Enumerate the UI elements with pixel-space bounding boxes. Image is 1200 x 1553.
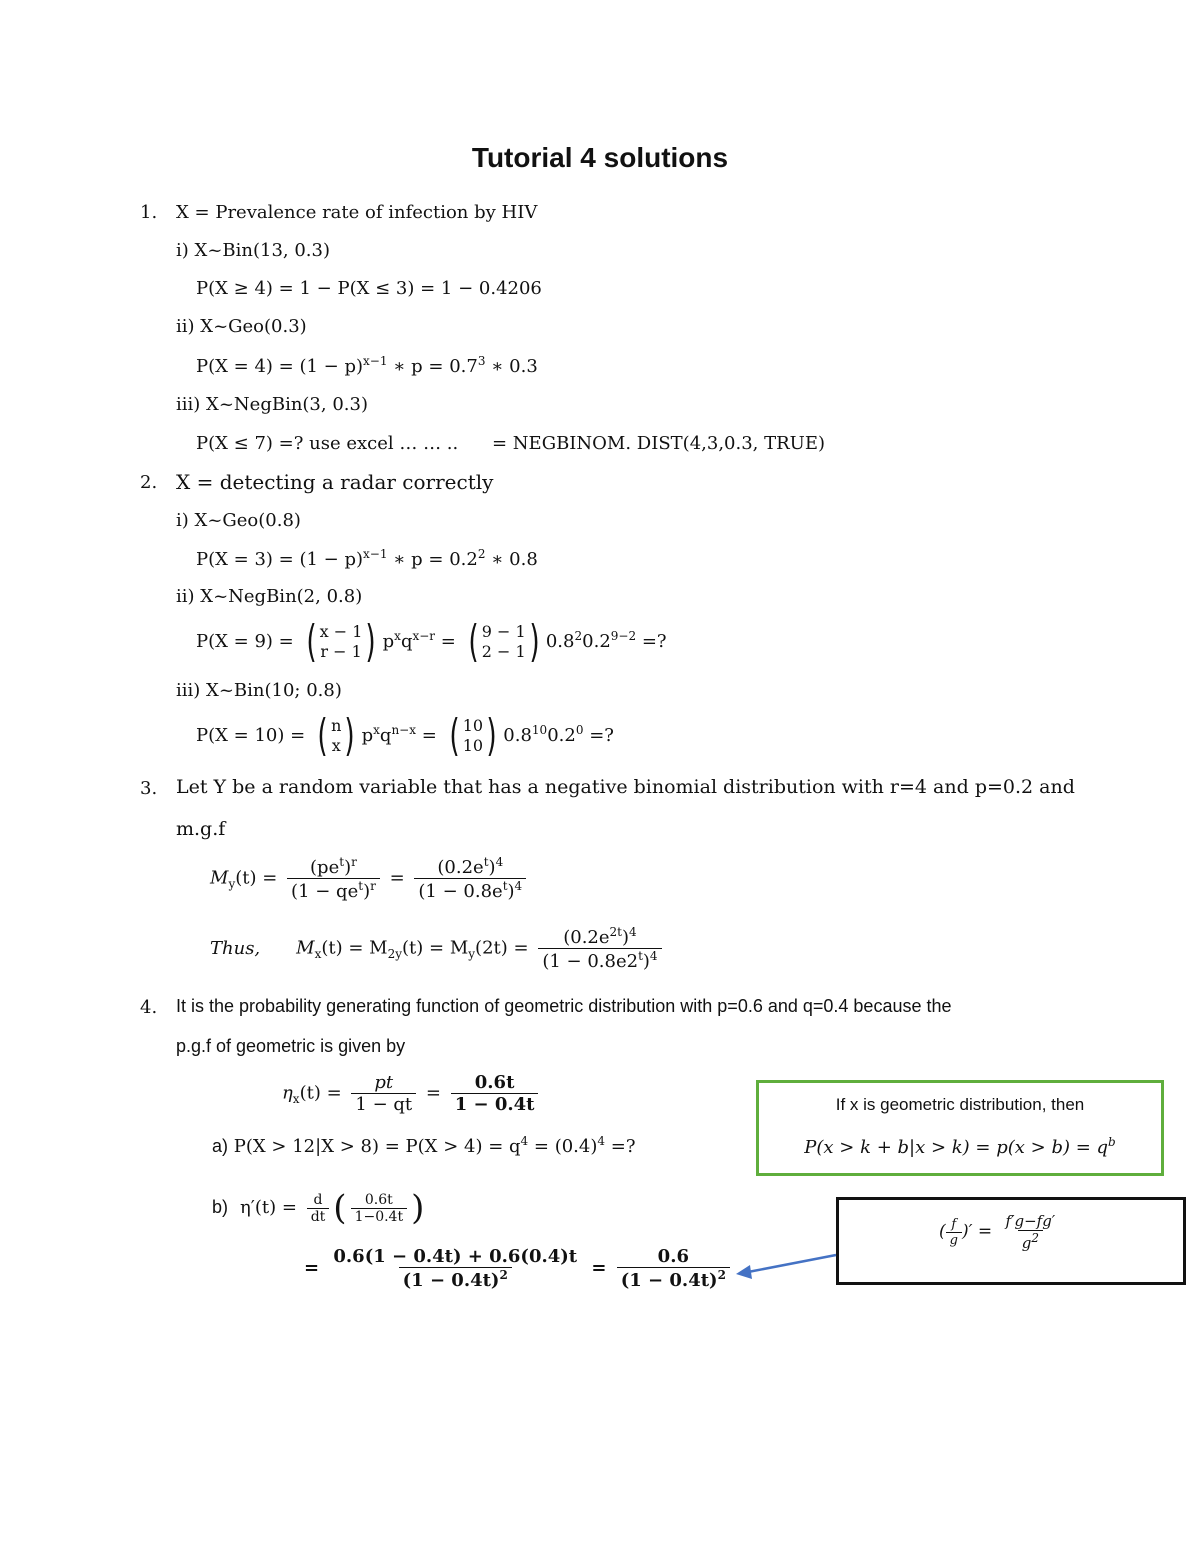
arrow-icon [730,1248,840,1288]
q2-part-iii-equation: P(X = 10) = ( n x ) $p^xq^{n-x}$ = ( 10 10 ) $0.8^{10}0.2^0$ =? [196,710,614,761]
q3-mgf-equation: $M_y(t)$ = $\frac{(pe^t)^r}{(1 - qe^t)^r}$ = $\frac{(0.2e^t)^4}{(1 - 0.8e^t)^4}$ [210,855,530,902]
q3-thus-equation: Thus, $M_x(t) = M_{2y}(t) = M_y(2t)$ = $\frac{(0.2e^{2t})^4}{(1 - 0.8e2^t)^4}$ [210,925,666,972]
fraction: $\frac{d}{dt}$ [307,1192,330,1225]
note-line2: $P(x > k + b|x > k) = p(x > b) = q^b$ [804,1135,1116,1158]
q4-part-b-derivative: b) η′(t) = $\frac{d}{dt}$ ( $\frac{0.6t}{1-0.4t}$ ) [212,1188,425,1228]
q2-part-ii-label: ii) X~NegBin(2, 0.8) [176,586,363,607]
q4-part-b-result: = $\frac{0.6(1 - 0.4t) + 0.6(0.4)t}{(1 - 0.4t)^2}$ = $\frac{0.6}{(1 - 0.4t)^2}$ [304,1246,734,1291]
q4-text-line2: p.g.f of geometric is given by [176,1036,406,1056]
fraction: $\frac{f}{g}$ [946,1217,962,1248]
q2-part-i-equation: $P(X = 3) = (1 - p)^{x-1}$ ∗ $p = 0.2^2$ ∗ 0.8 [196,547,538,570]
q2-part-iii-label: iii) X~Bin(10; 0.8) [176,680,342,701]
page-title: Tutorial 4 solutions [471,142,729,173]
binomial-coefficient: ( x − 1 r − 1 ) [305,616,377,667]
q4-number: 4. [140,997,158,1018]
q2-part-ii-equation: P(X = 9) = ( x − 1 r − 1 ) $p^xq^{x-r}$ = ( 9 − 1 2 − 1 ) $0.8^20.2^{9-2}$ =? [196,616,667,667]
geometric-memoryless-note [756,1080,1164,1176]
q4-pgf-equation: $\eta_x(t)$ = $\frac{pt}{1 - qt}$ = $\frac{0.6t}{1 - 0.4t}$ [282,1072,542,1115]
binomial-coefficient: ( 10 10 ) [448,710,497,761]
fraction: $\frac{(0.2e^{2t})^4}{(1 - 0.8e2^t)^4}$ [538,925,661,972]
q1-part-iii-equation: P(X ≤ 7) =? use excel … … .. [196,433,459,454]
q1-part-iii-label: iii) X~NegBin(3, 0.3) [176,394,368,415]
q3-number: 3. [140,778,158,799]
q1-number: 1. [140,202,158,223]
q2-number: 2. [140,472,158,493]
q1-part-i-label: i) X~Bin(13, 0.3) [176,240,330,261]
q3-text-line1: Let Y be a random variable that has a negative binomial distribution with r=4 and p=0.2 and [176,776,1075,798]
q4-part-a-equation: a) $P(X > 12|X > 8) = P(X > 4) = q^4 = (0.4)^4$ =? [212,1134,636,1157]
note-line1: If x is geometric distribution, then [835,1095,1085,1114]
fraction: $\frac{pt}{1 - qt}$ [351,1072,416,1115]
fraction: $\frac{0.6}{(1 - 0.4t)^2}$ [617,1246,730,1291]
binomial-coefficient: ( n x ) [317,710,356,761]
q3-text-line2: m.g.f [176,818,226,840]
fraction: $\frac{0.6t}{1-0.4t}$ [351,1192,408,1225]
fraction: $\frac{f'g-fg'}{g^2}$ [1005,1212,1056,1252]
fraction: $\frac{0.6(1 - 0.4t) + 0.6(0.4)t}{(1 - 0.4t)^2}$ [333,1246,578,1291]
quotient-rule-note [836,1197,1186,1285]
fraction: $\frac{(pe^t)^r}{(1 - qe^t)^r}$ [287,855,380,902]
q1-definition: X = Prevalence rate of infection by HIV [176,202,538,223]
q2-part-i-label: i) X~Geo(0.8) [176,510,301,531]
q1-excel-formula: = NEGBINOM. DIST(4,3,0.3, TRUE) [492,433,825,454]
quotient-rule-formula: ( $\frac{f}{g}$ )′ = $\frac{f'g-fg'}{g^2}$ [939,1212,1063,1252]
fraction: $\frac{(0.2e^t)^4}{(1 - 0.8e^t)^4}$ [414,855,526,902]
q2-definition: X = detecting a radar correctly [176,470,494,494]
binomial-coefficient: ( 9 − 1 2 − 1 ) [468,616,540,667]
q1-part-ii-equation: $P(X = 4) = (1 - p)^{x-1}$ ∗ $p = 0.7^3$ ∗ 0.3 [196,354,538,377]
q1-part-i-equation: P(X ≥ 4) = 1 − P(X ≤ 3) = 1 − 0.4206 [196,278,542,299]
q1-part-ii-label: ii) X~Geo(0.3) [176,316,307,337]
fraction: $\frac{0.6t}{1 - 0.4t}$ [451,1072,539,1115]
q4-text-line1: It is the probability generating function of geometric distribution with p=0.6 and q=0.4 because the [176,996,952,1016]
